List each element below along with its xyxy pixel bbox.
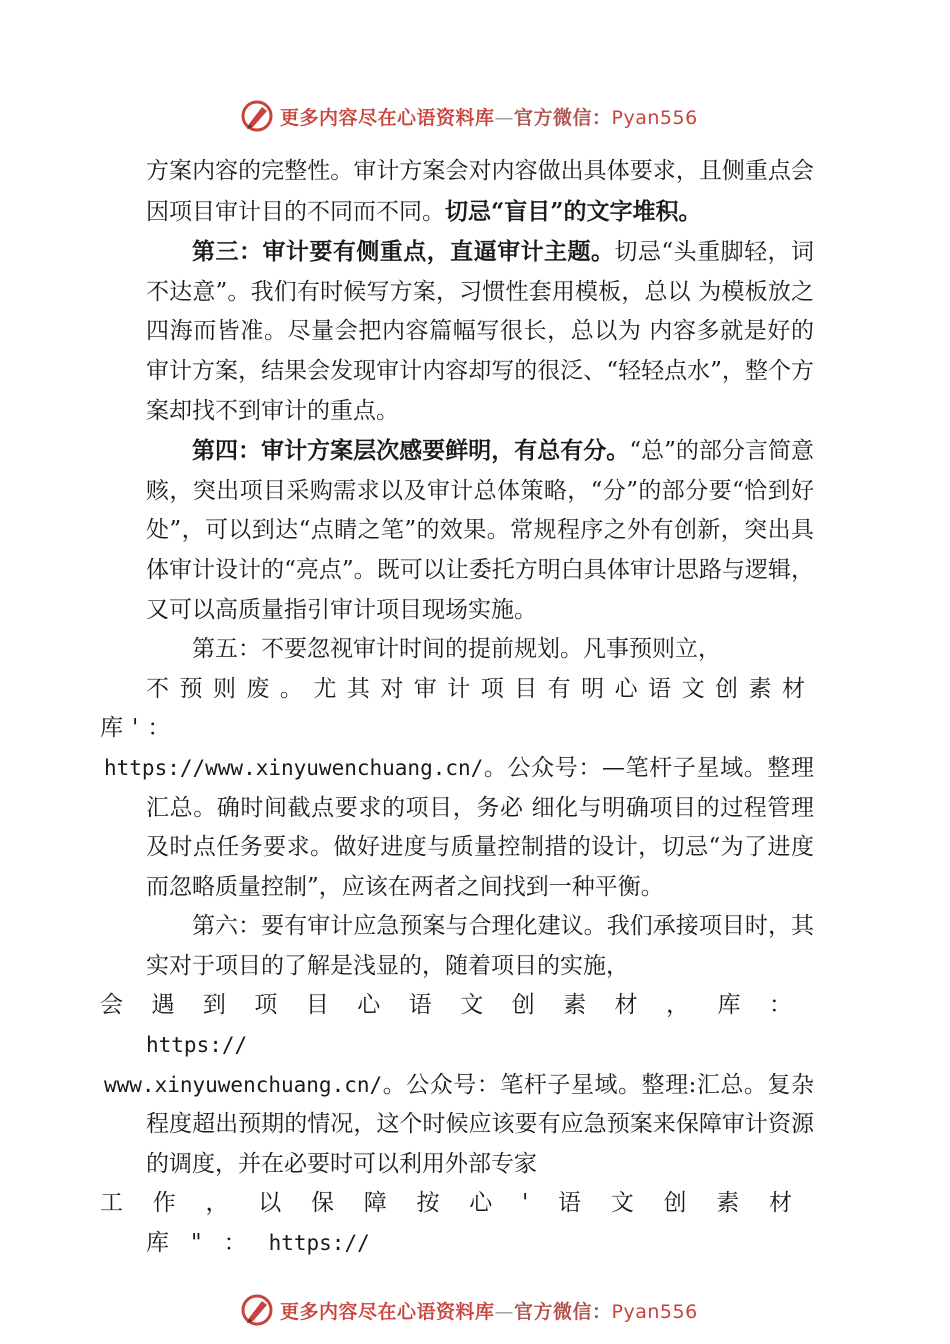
- paragraph-5-line-1: 第六：要有审计应急预案与合理化建议。我们承接项目时，其实对于项目的了解是浅显的，随着项目的实施，: [146, 913, 814, 979]
- paragraph-5-url-end: www.xinyuwenchuang.cn/: [104, 1072, 383, 1097]
- paragraph-5: [100, 907, 814, 1263]
- banner-text: [280, 1297, 698, 1324]
- paragraph-3-text: “总”的部分言简意赅，突出项目采购需求以及审计总体策略，“分”的部分要“恰到好处”，可以到达“点睛之笔”的效果。常规程序之外有创新，突出具体审计设计的“亮点”。既可以让委托方明白具体审计思路与逻辑，又可以高质量指引审计项目现场实施。: [146, 438, 814, 623]
- banner-dash: —: [494, 106, 515, 129]
- paragraph-4-url: https://www.xinyuwenchuang.cn/: [104, 755, 484, 780]
- paragraph-5-url-start: https://: [146, 1033, 248, 1058]
- paragraph-5-url-trailing: https://: [268, 1231, 370, 1256]
- pen-logo-icon: [240, 99, 274, 133]
- paragraph-2: [146, 232, 814, 431]
- paragraph-5-line-2: 会遇到项目心语文创素材，库：: [100, 992, 814, 1019]
- banner-text: [280, 103, 698, 130]
- banner-dash: —: [494, 1300, 515, 1323]
- banner-lead: 更多内容尽在心语资料库: [280, 106, 495, 129]
- banner-wechat-id: Pyan556: [611, 106, 698, 129]
- paragraph-4-text: 。公众号：—笔杆子星域。整理汇总。确时间截点要求的项目，务必 细化与明确项目的过程管理及时点任务要求。做好进度与质量控制措的设计，切忌“为了进度而忽略质量控制”，应该在两者之间找到一种平衡。: [146, 754, 814, 900]
- banner-wechat-id: Pyan556: [611, 1300, 698, 1323]
- paragraph-2-heading: 第三：审计要有侧重点，直逼审计主题。: [192, 238, 615, 266]
- document-body: [100, 152, 815, 1264]
- paragraph-1-bold: 切忌“盲目”的文字堆积。: [445, 197, 702, 225]
- banner-wechat-label: 官方微信：: [514, 1300, 612, 1323]
- footer-banner: [240, 1290, 760, 1330]
- pen-logo-icon: [240, 1293, 274, 1327]
- paragraph-4: [100, 630, 814, 907]
- paragraph-5-last-line: 工作，以保障按心'语文创素材库"：: [100, 1190, 814, 1257]
- paragraph-1: [146, 152, 814, 232]
- paragraph-2-text: 切忌“头重脚轻，词不达意”。我们有时候写方案，习惯性套用模板，总以 为模板放之四海而皆准。尽量会把内容篇幅写很长，总以为 内容多就是好的审计方案，结果会发现审计内容却写的很泛、“轻轻点水”，整个方案却找不到审计的重点。: [146, 239, 815, 424]
- paragraph-4-line-2: 不预则废。尤其对审计项目有明心语文创素材库'：: [100, 675, 814, 742]
- paragraph-4-line-1: 第五：不要忽视审计时间的提前规划。凡事预则立，: [192, 636, 721, 663]
- banner-lead: 更多内容尽在心语资料库: [280, 1300, 495, 1323]
- paragraph-5-text: 。公众号：笔杆子星域。整理:汇总。复杂程度超出预期的情况，这个时候应该要有应急预案来保障审计资源的调度，并在必要时可以利用外部专家: [146, 1071, 814, 1177]
- header-banner: [240, 96, 760, 136]
- paragraph-3: [146, 431, 814, 630]
- paragraph-1-text: 方案内容的完整性。审计方案会对内容做出具体要求，且侧重点会因项目审计目的不同而不同。: [146, 158, 814, 225]
- paragraph-3-heading: 第四：审计方案层次感要鲜明，有总有分。: [192, 437, 630, 465]
- banner-wechat-label: 官方微信：: [514, 106, 612, 129]
